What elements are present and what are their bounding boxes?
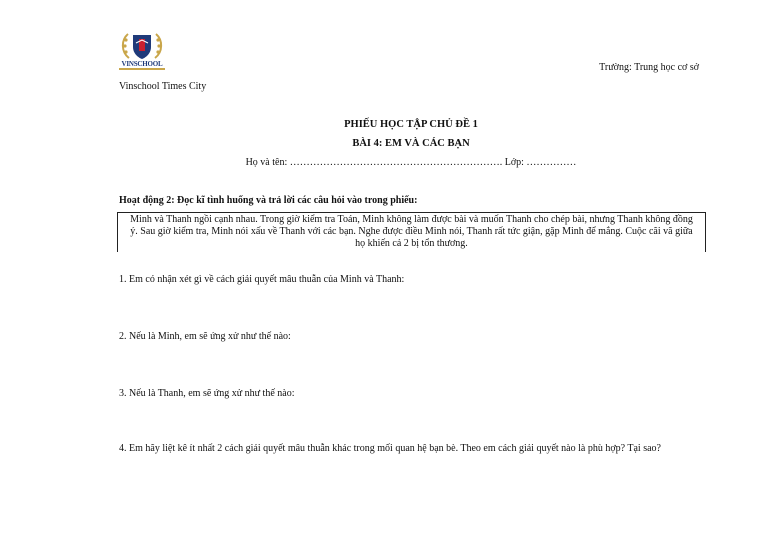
question-2: 2. Nếu là Minh, em sẽ ứng xử như thế nào: bbox=[119, 331, 291, 342]
question-3: 3. Nếu là Thanh, em sẽ ứng xử như thế nào: bbox=[119, 388, 295, 399]
school-type: Trường: Trung học cơ sở bbox=[599, 62, 699, 73]
school-logo bbox=[117, 30, 167, 72]
question-1: 1. Em có nhận xét gì về cách giải quyết mâu thuẫn của Minh và Thanh: bbox=[119, 274, 405, 285]
activity-heading: Hoạt động 2: Đọc kĩ tình huống và trả lời các câu hỏi vào trong phiếu: bbox=[119, 195, 418, 206]
logo-text: VINSCHOOL bbox=[121, 60, 163, 68]
question-4: 4. Em hãy liệt kê ít nhất 2 cách giải quyết mâu thuẫn khác trong mối quan hệ bạn bè. Theo em cách giải quyết nào là phù hợp? Tại sao? bbox=[119, 443, 661, 454]
lesson-title: BÀI 4: EM VÀ CÁC BẠN bbox=[352, 138, 470, 149]
logo-underline bbox=[119, 68, 165, 70]
student-name-line: Họ và tên: ………………………………………………………. Lớp: …………… bbox=[245, 157, 577, 168]
worksheet-title: PHIẾU HỌC TẬP CHỦ ĐỀ 1 bbox=[344, 119, 478, 130]
scenario-box: Minh và Thanh ngồi cạnh nhau. Trong giờ kiểm tra Toán, Minh không làm được bài và muốn Thanh cho chép bài, nhưng Thanh không đồng ý. Sau giờ kiểm tra, Minh nói xấu về Thanh với các bạn. Nghe được điều Minh nói, Thanh rất tức giận, gặp Minh để mắng. Cuộc cãi vã giữa họ khiến cả 2 bị tổn thương. bbox=[117, 212, 706, 252]
school-name: Vinschool Times City bbox=[119, 81, 207, 92]
school-crest-icon bbox=[117, 30, 167, 62]
